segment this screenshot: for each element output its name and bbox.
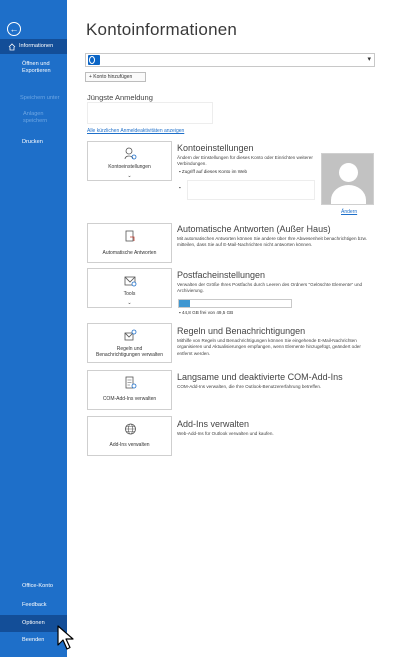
auto-reply-desc: Mit automatischen Antworten können Sie andere über Ihre Abwesenheit benachrichtigen bzw. mitteilen, dass Sie auf E-Mail-Nachrichten nicht antworten können. — [177, 236, 367, 248]
account-settings-title: Kontoeinstellungen — [177, 143, 254, 153]
sidebar-item-label — [0, 61, 67, 75]
sidebar-item-speichern-unter — [0, 95, 67, 105]
com-addins-icon — [124, 376, 137, 390]
globe-icon — [124, 422, 137, 436]
sidebar-item-oeffnen-exportieren[interactable] — [0, 61, 67, 79]
avatar — [321, 153, 374, 205]
main-content — [67, 0, 402, 657]
outlook-icon — [88, 55, 100, 65]
change-photo-link[interactable]: Ändern — [341, 209, 358, 215]
com-addins-title: Langsame und deaktivierte COM-Add-Ins — [177, 372, 343, 382]
sidebar-item-label-line1: Öffnen und — [22, 61, 50, 67]
sidebar — [0, 0, 67, 657]
sidebar-item-drucken[interactable] — [0, 139, 67, 149]
account-settings-bullet-2: ▪ — [179, 185, 181, 190]
com-addins-button[interactable] — [87, 370, 172, 410]
tools-button[interactable] — [87, 268, 172, 308]
chevron-down-icon: ▾ — [367, 56, 371, 63]
mailbox-title: Postfacheinstellungen — [177, 270, 266, 280]
rules-title: Regeln und Benachrichtigungen — [177, 326, 306, 336]
rules-icon — [124, 329, 137, 343]
account-settings-bullet: ▪ Zugriff auf dieses Konto im Web — [179, 169, 248, 174]
chevron-down-icon: ⌄ — [127, 173, 132, 179]
home-icon — [8, 43, 16, 51]
last-login-info — [87, 102, 213, 124]
com-addins-desc: COM-Add-Ins verwalten, die Ihre Outlook-Benutzererfahrung betreffen. — [177, 384, 322, 389]
addins-title: Add-Ins verwalten — [177, 419, 250, 429]
tools-icon — [124, 274, 137, 288]
mouse-cursor-icon — [57, 625, 75, 651]
back-arrow-icon[interactable]: ← — [7, 22, 21, 36]
account-settings-button[interactable] — [87, 141, 172, 181]
sidebar-item-label: Optionen — [22, 620, 45, 626]
tile-label-line1: Regeln und — [116, 346, 143, 352]
auto-reply-title: Automatische Antworten (Außer Haus) — [177, 224, 331, 234]
sidebar-item-label: Drucken — [22, 139, 43, 145]
mailbox-desc: Verwalten der Größe Ihres Postfachs durch Leeren des Ordners "Gelöschte Elemente" und Archivierung. — [177, 282, 363, 294]
rules-desc: Mithilfe von Regeln und Benachrichtigungen können Sie eingehende E-Mail-Nachrichten organisieren und Aktualisierungen empfangen, wenn Elemente hinzugefügt, geändert oder entfernt werden. — [177, 338, 361, 356]
mailbox-usage: ▪ 44,8 GB frei von 49,5 GB — [179, 310, 234, 315]
sidebar-item-label: Informationen — [19, 43, 54, 49]
sidebar-item-label: Feedback — [22, 602, 47, 608]
tile-label: Tools — [123, 291, 136, 297]
add-account-button[interactable]: + Konto hinzufügen — [85, 72, 146, 82]
account-settings-icon — [124, 147, 137, 161]
sidebar-item-label-line2: Exportieren — [22, 68, 51, 74]
tile-label — [88, 346, 171, 358]
tile-label-line2: Benachrichtigungen verwalten — [96, 352, 163, 358]
tile-label: Kontoeinstellungen — [108, 164, 151, 170]
tile-label: COM-Add-Ins verwalten — [102, 396, 157, 402]
sidebar-item-label — [0, 111, 67, 125]
sidebar-item-feedback[interactable] — [0, 602, 67, 612]
mailbox-usage-bar — [178, 299, 292, 308]
sidebar-item-label: Speichern unter — [20, 95, 60, 101]
account-select[interactable] — [85, 53, 375, 67]
mailbox-usage-text: 44,8 GB frei von 49,5 GB — [181, 310, 234, 315]
mailbox-usage-fill — [179, 300, 190, 307]
rules-button[interactable] — [87, 323, 172, 363]
sidebar-item-label-line1: Anlagen — [23, 111, 44, 117]
addins-button[interactable] — [87, 416, 172, 456]
auto-reply-button[interactable] — [87, 223, 172, 263]
chevron-down-icon: ⌄ — [127, 300, 132, 306]
tile-label: Add-Ins verwalten — [109, 442, 150, 448]
page-title: Kontoinformationen — [86, 20, 238, 39]
bullet-text: Zugriff auf dieses Konto im Web — [181, 169, 248, 174]
sidebar-item-office-konto[interactable] — [0, 583, 67, 593]
auto-reply-icon — [124, 229, 137, 243]
sidebar-item-label-line2: speichern — [23, 118, 48, 124]
tile-label: Automatische Antworten — [102, 250, 157, 256]
sidebar-item-label: Beenden — [22, 637, 45, 643]
sidebar-item-anlagen-speichern — [0, 111, 67, 129]
account-settings-desc: Ändern der Einstellungen für dieses Konto oder Einrichten weiterer Verbindungen. — [177, 155, 313, 167]
sidebar-item-informationen[interactable] — [0, 39, 67, 54]
recent-activity-link[interactable]: Alle kürzlichen Anmeldeaktivitäten anzeigen — [87, 128, 185, 134]
addins-desc: Web-Add-Ins für Outlook verwalten und kaufen. — [177, 431, 274, 436]
sidebar-item-label: Office-Konto — [22, 583, 53, 589]
last-login-label: Jüngste Anmeldung — [87, 93, 153, 102]
account-web-url — [187, 180, 315, 200]
